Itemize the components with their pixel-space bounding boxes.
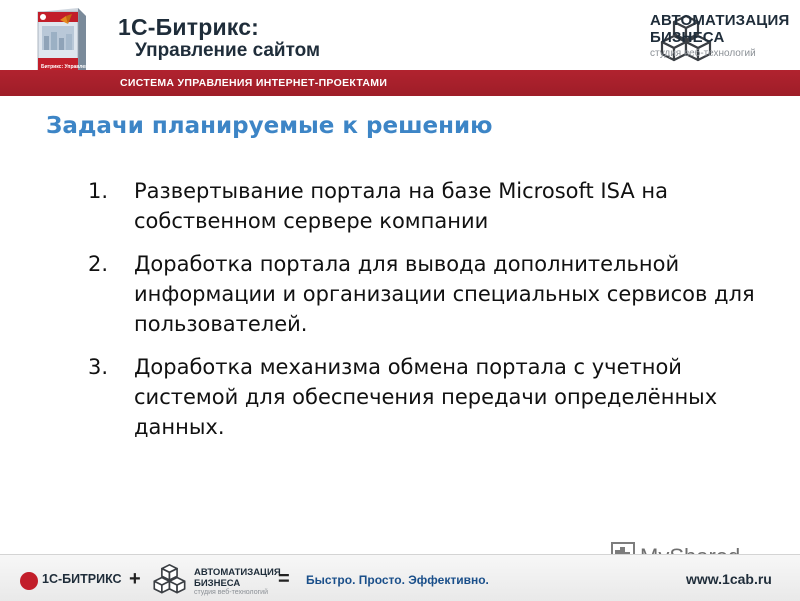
footer-studio-tagline: студия веб-технологий	[194, 589, 268, 596]
footer-studio-text	[194, 567, 281, 596]
studio-name-line2: БИЗНЕСА	[650, 29, 725, 46]
brand-title: 1С-Битрикс:	[118, 14, 260, 40]
footer-cubes-logo	[152, 561, 192, 599]
page-title: Задачи планируемые к решению	[46, 113, 493, 139]
task-item	[88, 352, 778, 442]
task-number: 3.	[88, 355, 109, 379]
task-list	[88, 176, 778, 455]
footer-slogan: Быстро. Просто. Эффективно.	[306, 573, 489, 587]
equals-sign: =	[278, 568, 290, 590]
plus-sign: +	[129, 568, 141, 590]
task-item	[88, 176, 778, 236]
studio-tagline: студия веб-технологий	[650, 48, 756, 59]
brand-subtitle: Управление сайтом	[135, 40, 321, 61]
task-item	[88, 249, 778, 339]
footer-url: www.1cab.ru	[686, 571, 772, 587]
product-box-label: Битрикс: Управление сайтом	[41, 64, 114, 70]
task-text: Развертывание портала на базе Microsoft ISA на собственном сервере компании	[134, 179, 668, 233]
brand-logo	[118, 14, 320, 62]
header-banner	[0, 70, 800, 96]
footer	[0, 554, 800, 601]
bitrix-logo-icon	[20, 572, 38, 590]
studio-text	[650, 12, 789, 59]
footer-studio-line2: БИЗНЕСА	[194, 578, 241, 589]
task-text: Доработка портала для вывода дополнительной информации и организации специальных сервисов для пользователей.	[134, 252, 755, 336]
footer-studio-line1: АВТОМАТИЗАЦИЯ	[194, 567, 281, 578]
header	[0, 0, 800, 95]
task-number: 1.	[88, 179, 109, 203]
task-number: 2.	[88, 252, 109, 276]
footer-bitrix-logo: 1С-БИТРИКС	[42, 572, 122, 586]
studio-name-line1: АВТОМАТИЗАЦИЯ	[650, 12, 790, 29]
banner-text: СИСТЕМА УПРАВЛЕНИЯ ИНТЕРНЕТ-ПРОЕКТАМИ	[120, 77, 388, 89]
task-text: Доработка механизма обмена портала с учетной системой для обеспечения передачи определённых данных.	[134, 355, 718, 439]
